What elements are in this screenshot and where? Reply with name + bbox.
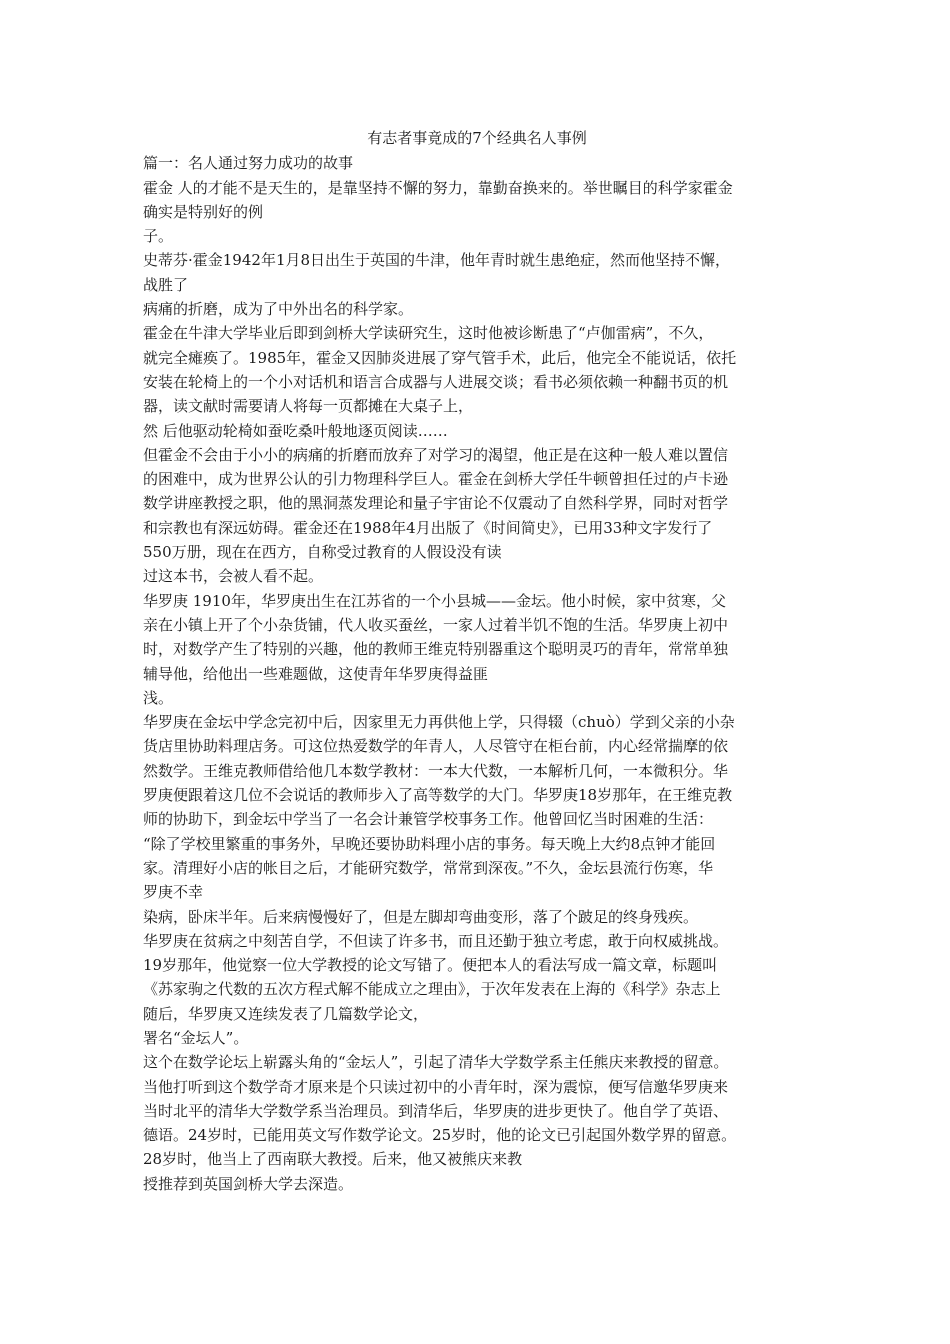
- text-line: 子。: [143, 227, 174, 246]
- text-line: 货店里协助料理店务。可这位热爱数学的年青人，人尽管守在柜台前，内心经常揣摩的依: [143, 737, 729, 756]
- text-line: 数学讲座教授之职，他的黑洞蒸发理论和量子宇宙论不仅震动了自然科学界，同时对哲学: [143, 494, 729, 513]
- text-line: 《苏家驹之代数的五次方程式解不能成立之理由》，于次年发表在上海的《科学》杂志上: [143, 980, 721, 999]
- text-line: 亲在小镇上开了个小杂货铺，代人收买蚕丝，一家人过着半饥不饱的生活。华罗庚上初中: [143, 615, 729, 634]
- text-line: 然 后他驱动轮椅如蚕吃桑叶般地逐页阅读……: [143, 421, 448, 440]
- text-line: 霍金在牛津大学毕业后即到剑桥大学读研究生，这时他被诊断患了“卢伽雷病”，不久，: [143, 324, 714, 343]
- text-line: 的困难中，成为世界公认的引力物理科学巨人。霍金在剑桥大学任牛顿曾担任过的卢卡逊: [143, 470, 729, 489]
- text-line: 安装在轮椅上的一个小对话机和语言合成器与人进展交谈；看书必须依赖一种翻书页的机: [143, 372, 729, 391]
- text-line: 华罗庚在贫病之中刻苦自学，不但读了许多书，而且还勤于独立考虑，敢于向权威挑战。: [143, 931, 729, 950]
- text-line: 时，对数学产生了特别的兴趣，他的教师王维克特别器重这个聪明灵巧的青年，常常单独: [143, 640, 729, 659]
- text-line: 然数学。王维克教师借给他几本数学教材：一本大代数，一本解析几何，一本微积分。华: [143, 761, 729, 780]
- document-text: [143, 151, 811, 1196]
- text-line: 浅。: [143, 688, 174, 707]
- text-line: 当他打听到这个数学奇才原来是个只读过初中的小青年时，深为震惊，便写信邀华罗庚来: [143, 1077, 729, 1096]
- text-line: 染病，卧床半年。后来病慢慢好了，但是左脚却弯曲变形，落了个跛足的终身残疾。: [143, 907, 699, 926]
- text-line: 战胜了: [143, 275, 189, 294]
- text-line: 德语。24岁时，已能用英文写作数学论文。25岁时，他的论文已引起国外数学界的留意。: [143, 1126, 737, 1145]
- document-body: [143, 126, 811, 1196]
- text-line: 器，读文献时需要请人将每一页都摊在大桌子上，: [143, 397, 474, 416]
- text-line: 但霍金不会由于小小的病痛的折磨而放弃了对学习的渴望，他正是在这种一般人难以置信: [143, 445, 729, 464]
- text-line: 确实是特别好的例: [143, 202, 264, 221]
- text-line: 家。清理好小店的帐目之后，才能研究数学，常常到深夜。”不久，金坛县流行伤寒，华: [143, 858, 714, 877]
- text-line: 华罗庚在金坛中学念完初中后，因家里无力再供他上学，只得辍（chuò）学到父亲的小杂: [143, 713, 735, 732]
- text-line: 师的协助下，到金坛中学当了一名会计兼管学校事务工作。他曾回忆当时困难的生活：: [143, 810, 714, 829]
- text-line: 和宗教也有深远妨碍。霍金还在1988年4月出版了《时间简史》，已用33种文字发行了: [143, 518, 713, 537]
- text-line: 550万册，现在在西方，自称受过教育的人假设没有读: [143, 543, 502, 562]
- text-line: “除了学校里繁重的事务外，早晚还要协助料理小店的事务。每天晚上大约8点钟才能回: [143, 834, 716, 853]
- document-title: 有志者事竟成的7个经典名人事例: [367, 129, 587, 147]
- text-line: 罗庚不幸: [143, 883, 204, 902]
- text-line: 辅导他，给他出一些难题做，这使青年华罗庚得益匪: [143, 664, 489, 683]
- text-line: 罗庚便跟着这几位不会说话的教师步入了高等数学的大门。华罗庚18岁那年，在王维克教: [143, 786, 733, 805]
- text-line: 署名“金坛人”。: [143, 1028, 249, 1047]
- text-line: 随后，华罗庚又连续发表了几篇数学论文，: [143, 1004, 429, 1023]
- text-line: 过这本书，会被人看不起。: [143, 567, 324, 586]
- text-line: 篇一：名人通过努力成功的故事: [143, 154, 354, 173]
- text-line: 就完全瘫痪了。1985年，霍金又因肺炎进展了穿气管手术，此后，他完全不能说话，依托: [143, 348, 737, 367]
- text-line: 当时北平的清华大学数学系当治理员。到清华后，华罗庚的进步更快了。他自学了英语、: [143, 1101, 729, 1120]
- text-line: 霍金 人的才能不是天生的，是靠坚持不懈的努力，靠勤奋换来的。举世瞩目的科学家霍金: [143, 178, 733, 197]
- text-line: 华罗庚 1910年，华罗庚出生在江苏省的一个小县城——金坛。他小时候，家中贫寒，父: [143, 591, 726, 610]
- text-line: 28岁时，他当上了西南联大教授。后来，他又被熊庆来教: [143, 1150, 523, 1169]
- text-line: 病痛的折磨，成为了中外出名的科学家。: [143, 300, 414, 319]
- text-line: 授推荐到英国剑桥大学去深造。: [143, 1174, 354, 1193]
- text-line: 19岁那年，他觉察一位大学教授的论文写错了。便把本人的看法写成一篇文章，标题叫: [143, 956, 718, 975]
- text-line: 史蒂芬·霍金1942年1月8日出生于英国的牛津，他年青时就生患绝症，然而他坚持不懈，: [143, 251, 731, 270]
- text-line: 这个在数学论坛上崭露头角的“金坛人”，引起了清华大学数学系主任熊庆来教授的留意。: [143, 1053, 729, 1072]
